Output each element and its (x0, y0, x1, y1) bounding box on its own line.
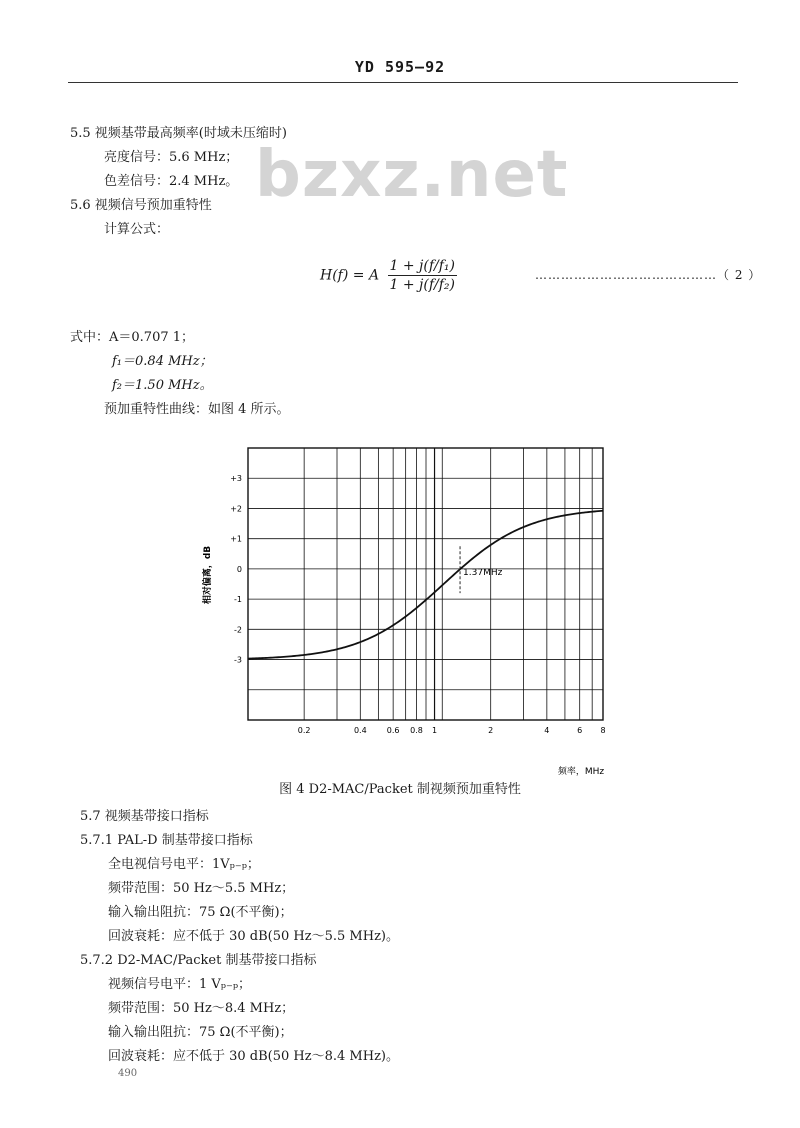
figure-caption: 图 4 D2-MAC/Packet 制视频预加重特性 (279, 782, 521, 797)
plot-frame (248, 448, 603, 720)
pal-line2: 频带范围：50 Hz～5.5 MHz； (108, 881, 295, 896)
formula-lhs: H(f) = A (320, 267, 380, 284)
watermark: bzxz.net (255, 138, 569, 212)
y-tick-label: 0 (236, 564, 242, 574)
y-tick-label: -3 (234, 655, 242, 665)
chart-grid (248, 448, 603, 720)
x-tick-label: 2 (488, 726, 494, 735)
where-f2: f₂＝1.50 MHz。 (112, 378, 213, 393)
section-5-7-2-title: 5.7.2 D2-MAC/Packet 制基带接口指标 (80, 953, 317, 968)
curve-layer (248, 511, 603, 659)
x-axis-label: 频率，MHz (557, 767, 605, 777)
curve-reference: 预加重特性曲线：如图 4 所示。 (104, 402, 290, 417)
annotation-label: 1.37MHz (463, 567, 503, 578)
section-5-5-title: 5.5 视频基带最高频率(时域未压缩时) (70, 126, 287, 141)
pal-line3: 输入输出阻抗：75 Ω(不平衡)； (108, 905, 293, 920)
y-tick-label: +1 (230, 534, 242, 544)
pal-line1: 全电视信号电平：1Vₚ₋ₚ； (108, 857, 260, 872)
x-tick-label: 1 (431, 726, 438, 735)
x-tick-label: 6 (577, 726, 583, 735)
section-5-7-1-title: 5.7.1 PAL-D 制基带接口指标 (80, 833, 253, 848)
y-tick-label: -2 (234, 625, 242, 635)
x-tick-label: 0.4 (353, 726, 367, 735)
preemphasis-curve (248, 511, 603, 659)
equation-number: ……………………………………（ 2 ） (535, 268, 762, 282)
y-axis-label: 相对偏离，dB (203, 545, 213, 605)
calc-label: 计算公式： (104, 222, 170, 237)
where-f1: f₁＝0.84 MHz； (112, 354, 213, 369)
section-5-6-title: 5.6 视频信号预加重特性 (70, 198, 212, 213)
preemphasis-chart (195, 440, 625, 780)
formula-fraction (388, 258, 458, 293)
y-tick-label: -1 (234, 595, 242, 605)
x-tick-label: 8 (600, 726, 606, 735)
section-5-5-line1: 亮度信号：5.6 MHz； (104, 150, 239, 165)
x-tick-label: 0.8 (410, 726, 423, 735)
page-number: 490 (118, 1068, 138, 1079)
mac-line1: 视频信号电平：1 Vₚ₋ₚ； (108, 977, 252, 992)
mac-line3: 输入输出阻抗：75 Ω(不平衡)； (108, 1025, 293, 1040)
header-rule (68, 82, 738, 83)
y-tick-label: +2 (230, 504, 242, 514)
formula-denominator: 1 + j(f/f₂) (389, 277, 456, 293)
x-tick-label: 0.2 (297, 726, 311, 735)
mac-line2: 频带范围：50 Hz～8.4 MHz； (108, 1001, 295, 1016)
formula (320, 258, 457, 293)
x-tick-label: 0.6 (386, 726, 400, 735)
x-tick-label: 4 (544, 726, 550, 735)
where-a: 式中：A＝0.707 1； (70, 330, 195, 345)
mac-line4: 回波衰耗：应不低于 30 dB(50 Hz～8.4 MHz)。 (108, 1049, 399, 1064)
y-tick-label: +3 (230, 474, 242, 484)
formula-numerator: 1 + j(f/f₁) (389, 258, 456, 274)
tick-labels (230, 474, 605, 735)
pal-line4: 回波衰耗：应不低于 30 dB(50 Hz～5.5 MHz)。 (108, 929, 399, 944)
doc-header: YD 595—92 (354, 58, 446, 76)
section-5-7-title: 5.7 视频基带接口指标 (80, 809, 209, 824)
section-5-5-line2: 色差信号：2.4 MHz。 (104, 174, 239, 189)
